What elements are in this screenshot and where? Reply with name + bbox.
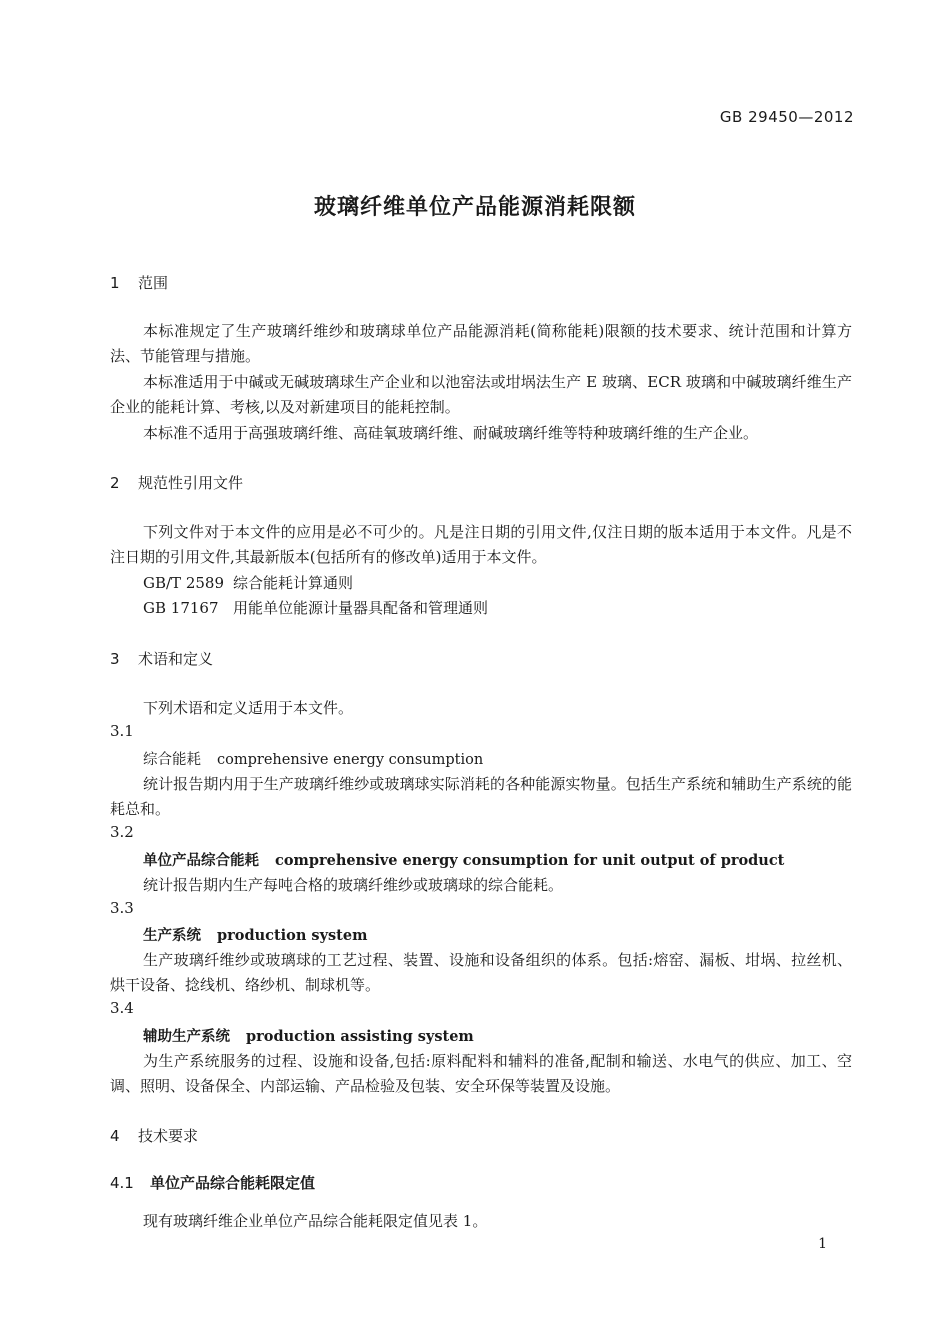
section-4-title: 技术要求 bbox=[138, 1127, 199, 1145]
term-zh: 综合能耗 bbox=[143, 752, 201, 768]
section-2-paragraph: 下列文件对于本文件的应用是必不可少的。凡是注日期的引用文件,仅注日期的版本适用于本文件。凡是不注日期的引用文件,其最新版本(包括所有的修改单)适用于本文件。 bbox=[110, 523, 852, 566]
section-1-title: 范围 bbox=[138, 274, 169, 292]
section-1-number: 1 bbox=[110, 274, 120, 292]
term-number: 3.3 bbox=[110, 899, 134, 917]
section-2-heading bbox=[110, 472, 243, 493]
reference-code: GB/T 2589 bbox=[143, 574, 225, 592]
section-4-1-number: 4.1 bbox=[110, 1174, 134, 1192]
term-definition: 统计报告期内用于生产玻璃纤维纱或玻璃球实际消耗的各种能源实物量。包括生产系统和辅助生产系统的能耗总和。 bbox=[110, 775, 852, 818]
term-en: production system bbox=[217, 927, 368, 944]
reference-code: GB 17167 bbox=[143, 599, 219, 617]
section-3-title: 术语和定义 bbox=[138, 650, 214, 668]
section-3-heading bbox=[110, 648, 213, 669]
term-number: 3.1 bbox=[110, 722, 134, 740]
section-4-number: 4 bbox=[110, 1127, 120, 1145]
term-zh: 辅助生产系统 bbox=[143, 1029, 230, 1045]
section-4-heading bbox=[110, 1125, 198, 1146]
term-en: comprehensive energy consumption for unit output of product bbox=[275, 852, 785, 869]
section-1-heading bbox=[110, 272, 168, 293]
term-en: comprehensive energy consumption bbox=[217, 752, 484, 768]
section-1-paragraph-1: 本标准规定了生产玻璃纤维纱和玻璃球单位产品能源消耗(简称能耗)限额的技术要求、统计范围和计算方法、节能管理与措施。 bbox=[110, 322, 852, 365]
section-1-paragraph-3: 本标准不适用于高强玻璃纤维、高硅氧玻璃纤维、耐碱玻璃纤维等特种玻璃纤维的生产企业。 bbox=[143, 424, 759, 442]
section-2-number: 2 bbox=[110, 474, 120, 492]
section-1-paragraph-2: 本标准适用于中碱或无碱玻璃球生产企业和以池窑法或坩埚法生产 E 玻璃、ECR 玻璃和中碱玻璃纤维生产企业的能耗计算、考核,以及对新建项目的能耗控制。 bbox=[110, 373, 852, 416]
section-4-1-heading bbox=[110, 1172, 315, 1193]
document-title: 玻璃纤维单位产品能源消耗限额 bbox=[313, 195, 636, 220]
term-definition: 统计报告期内生产每吨合格的玻璃纤维纱或玻璃球的综合能耗。 bbox=[143, 876, 564, 894]
reference-item bbox=[143, 572, 353, 593]
reference-name: 综合能耗计算通则 bbox=[233, 574, 354, 592]
term-definition: 生产玻璃纤维纱或玻璃球的工艺过程、装置、设施和设备组织的体系。包括:熔窑、漏板、坩埚、拉丝机、烘干设备、捻线机、络纱机、制球机等。 bbox=[110, 951, 852, 994]
section-3-number: 3 bbox=[110, 650, 120, 668]
section-4-1-title: 单位产品综合能耗限定值 bbox=[150, 1174, 316, 1192]
section-4-1-paragraph: 现有玻璃纤维企业单位产品综合能耗限定值见表 1。 bbox=[143, 1212, 488, 1230]
reference-name: 用能单位能源计量器具配备和管理通则 bbox=[233, 599, 489, 617]
reference-item bbox=[143, 597, 488, 618]
term-definition: 为生产系统服务的过程、设施和设备,包括:原料配料和辅料的准备,配制和输送、水电气的供应、加工、空调、照明、设备保全、内部运输、产品检验及包装、安全环保等装置及设施。 bbox=[110, 1052, 852, 1095]
term-zh: 生产系统 bbox=[143, 928, 201, 944]
term-entry bbox=[143, 849, 784, 870]
page-number: 1 bbox=[818, 1236, 827, 1252]
section-2-title: 规范性引用文件 bbox=[138, 474, 244, 492]
term-en: production assisting system bbox=[246, 1028, 474, 1045]
section-3-intro: 下列术语和定义适用于本文件。 bbox=[143, 699, 354, 717]
term-entry bbox=[143, 748, 483, 769]
term-entry bbox=[143, 924, 367, 945]
term-number: 3.4 bbox=[110, 999, 134, 1017]
term-zh: 单位产品综合能耗 bbox=[143, 853, 259, 869]
term-number: 3.2 bbox=[110, 823, 134, 841]
standard-number: GB 29450—2012 bbox=[719, 108, 854, 126]
term-entry bbox=[143, 1025, 474, 1046]
